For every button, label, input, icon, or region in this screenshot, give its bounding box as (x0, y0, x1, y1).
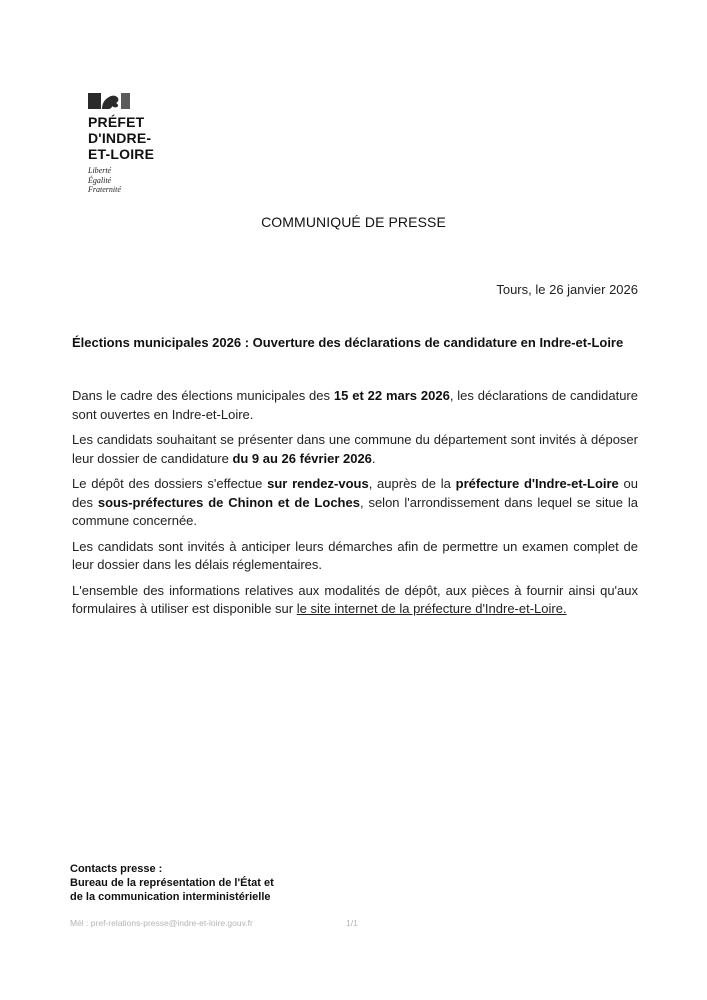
body-paragraph (72, 475, 638, 531)
paragraph-text: Dans le cadre des élections municipales des (72, 388, 334, 403)
paragraph-emphasis: sur rendez-vous (267, 476, 369, 491)
paragraph-text: . (371, 450, 376, 466)
prefet-name (88, 114, 208, 162)
paragraph-text: , auprès de la (368, 476, 456, 491)
paragraph-text: , selon l'arrondissement dans lequel se situe la commune concernée. (72, 494, 639, 528)
paragraph-emphasis: 15 et 22 mars 2026 (333, 388, 450, 403)
republic-motto (88, 166, 208, 195)
contacts-line: Contacts presse : (70, 863, 163, 875)
document-type: COMMUNIQUÉ DE PRESSE (261, 214, 446, 230)
body-paragraph (72, 582, 638, 619)
paragraph-emphasis: sous-préfectures de Chinon et de Loches (97, 494, 360, 510)
marianne-icon (88, 93, 130, 109)
body-paragraph (72, 538, 638, 575)
paragraph-emphasis: préfecture d'Indre-et-Loire (455, 476, 619, 491)
page-number: 1/1 (346, 918, 358, 928)
body-paragraph (72, 387, 638, 424)
prefecture-logo (88, 93, 208, 195)
contacts-line: Bureau de la représentation de l'État et (70, 877, 274, 889)
paragraph-emphasis: du 9 au 26 février 2026 (232, 450, 372, 466)
paragraph-text: ou des (72, 476, 639, 510)
prefet-line: PRÉFET (88, 114, 145, 130)
document-date: Tours, le 26 janvier 2026 (496, 282, 638, 297)
document-body (72, 387, 638, 626)
prefet-line: D'INDRE- (88, 130, 152, 146)
paragraph-text: , les déclarations de candidature sont ouvertes en Indre-et-Loire. (72, 388, 638, 422)
body-paragraph (72, 431, 638, 468)
document-title: Élections municipales 2026 : Ouverture des déclarations de candidature en Indre-et-Loire (72, 335, 624, 350)
motto-line: Égalité (88, 175, 112, 185)
paragraph-text: Les candidats sont invités à anticiper leurs démarches afin de permettre un examen complet de leur dossier dans les délais réglementaires. (72, 538, 638, 572)
motto-line: Liberté (88, 166, 112, 175)
prefecture-website-link[interactable]: le site internet de la préfecture d'Indre-et-Loire. (296, 601, 567, 616)
press-contacts (70, 862, 274, 904)
paragraph-text: Les candidats souhaitant se présenter dans une commune du département sont invités à déposer leur dossier de candidature (72, 432, 638, 466)
contact-email: Mél : pref-relations-presse@indre-et-loire.gouv.fr (70, 918, 253, 928)
paragraph-text: L'ensemble des informations relatives aux modalités de dépôt, aux pièces à fournir ainsi qu'aux formulaires à utiliser est disponible sur (72, 582, 638, 616)
motto-line: Fraternité (88, 185, 121, 194)
contacts-line: de la communication interministérielle (70, 891, 271, 903)
paragraph-text: Le dépôt des dossiers s'effectue (72, 476, 268, 491)
prefet-line: ET-LOIRE (88, 146, 155, 162)
